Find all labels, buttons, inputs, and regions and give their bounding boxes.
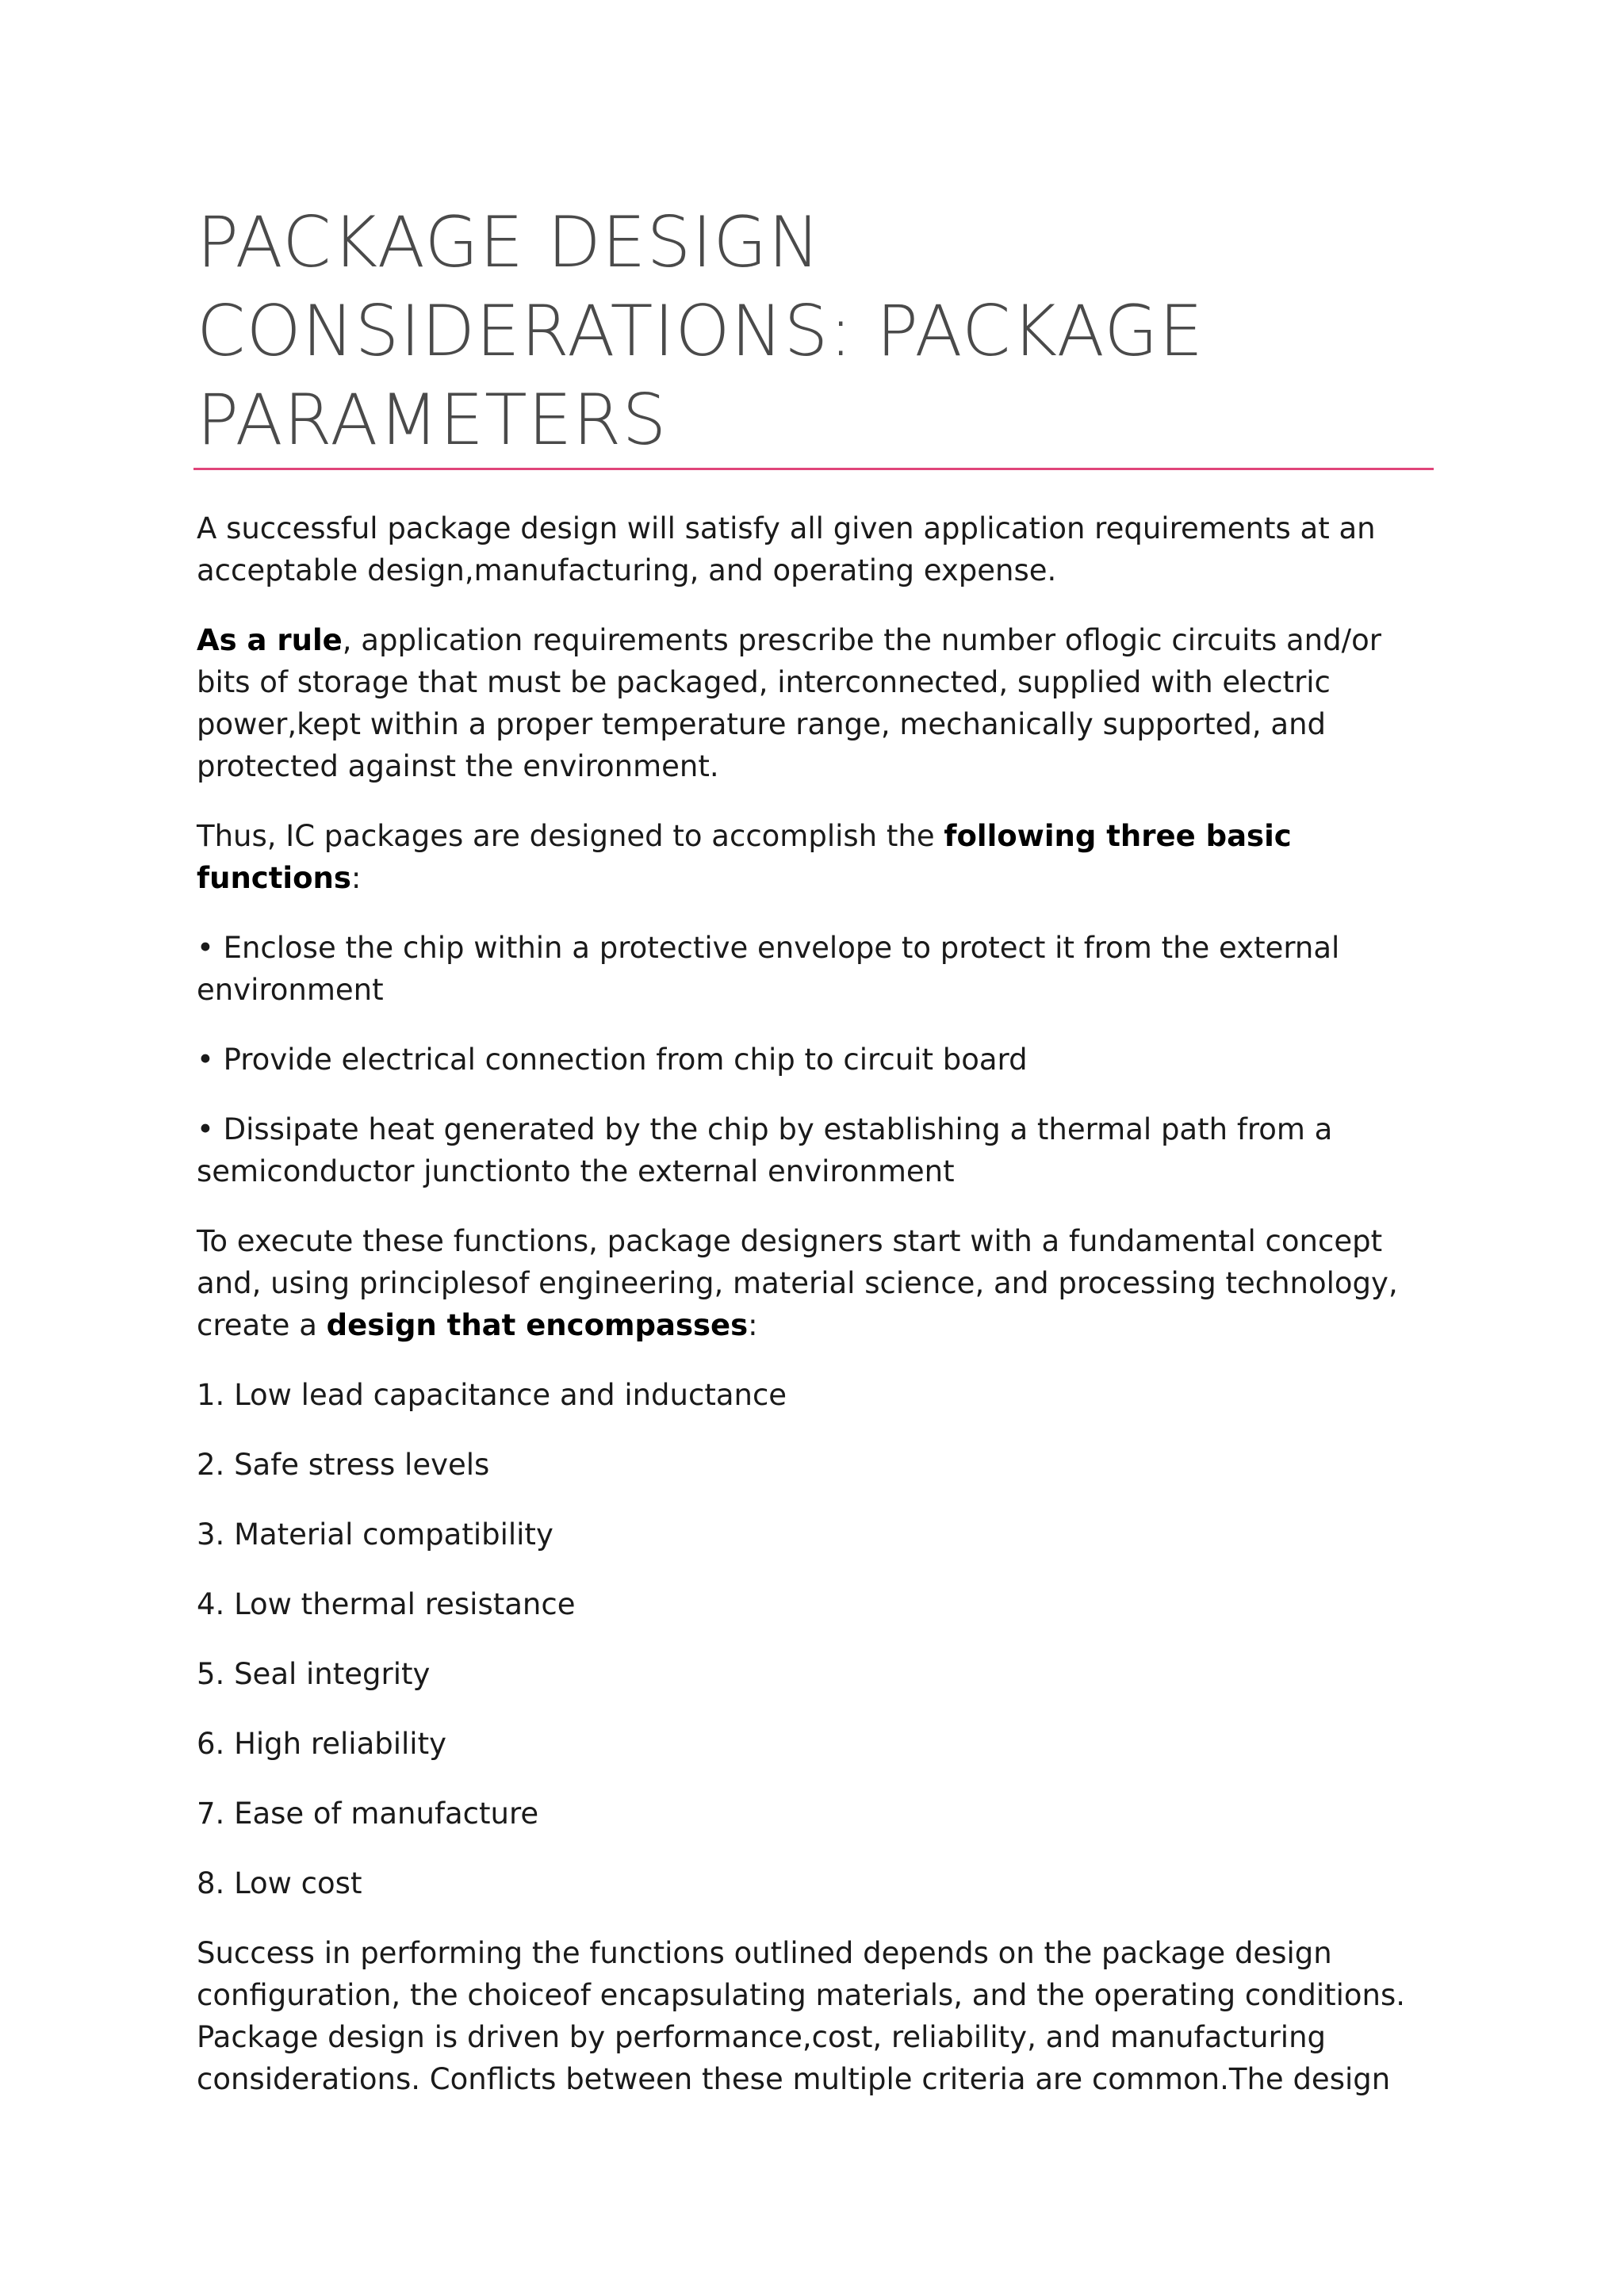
document-body bbox=[197, 507, 1434, 2128]
functions-intro-bold: following three basic functions bbox=[197, 819, 1292, 895]
design-item-7: 7. Ease of manufacture bbox=[197, 1797, 539, 1831]
rule-paragraph bbox=[197, 619, 1434, 787]
function-item-1: • Enclose the chip within a protective envelope to protect it from the external environment bbox=[197, 931, 1340, 1007]
design-item-2: 2. Safe stress levels bbox=[197, 1448, 490, 1482]
design-item-5: 5. Seal integrity bbox=[197, 1657, 431, 1691]
title-line-1: PACKAGE DESIGN bbox=[197, 201, 822, 283]
design-intro-paragraph bbox=[197, 1220, 1434, 1346]
design-item-1: 1. Low lead capacitance and inductance bbox=[197, 1378, 787, 1412]
title-divider bbox=[193, 468, 1434, 470]
functions-intro-colon: : bbox=[350, 861, 362, 895]
closing-paragraph: Success in performing the functions outlined depends on the package design configuration, the choiceof encapsulating materials, and the operating conditions. Package design is driven by performance,cost, reliability, and manufacturing considerations. Conflicts between these multiple criteria are common.The design bbox=[197, 1936, 1406, 2096]
design-item-4: 4. Low thermal resistance bbox=[197, 1587, 576, 1621]
function-item-2: • Provide electrical connection from chip to circuit board bbox=[197, 1043, 1028, 1077]
rule-paragraph-text: , application requirements prescribe the number oflogic circuits and/or bits of storage that must be packaged, interconnected, supplied with electric power,kept within a proper temperature range, mechanically supported, and protected against the environment. bbox=[197, 623, 1381, 783]
design-intro-bold: design that encompasses bbox=[326, 1308, 749, 1342]
title-line-2: CONSIDERATIONS: PACKAGE bbox=[197, 290, 1205, 372]
rule-paragraph-bold: As a rule bbox=[197, 623, 343, 657]
functions-intro-paragraph bbox=[197, 815, 1434, 899]
functions-intro-text: Thus, IC packages are designed to accomplish the bbox=[197, 819, 944, 853]
design-item-8: 8. Low cost bbox=[197, 1866, 362, 1900]
intro-paragraph: A successful package design will satisfy all given application requirements at an acceptable design,manufacturing, and operating expense. bbox=[197, 511, 1376, 587]
design-item-6: 6. High reliability bbox=[197, 1727, 446, 1761]
title-line-3: PARAMETERS bbox=[197, 379, 668, 461]
function-item-3: • Dissipate heat generated by the chip by establishing a thermal path from a semiconductor junctionto the external environment bbox=[197, 1112, 1333, 1188]
design-item-3: 3. Material compatibility bbox=[197, 1517, 553, 1552]
page-title bbox=[197, 198, 1434, 465]
design-intro-text: To execute these functions, package designers start with a fundamental concept and, using principlesof engineering, material science, and processing technology, create a bbox=[197, 1224, 1398, 1342]
design-intro-colon: : bbox=[748, 1308, 758, 1342]
title-block bbox=[197, 198, 1434, 465]
